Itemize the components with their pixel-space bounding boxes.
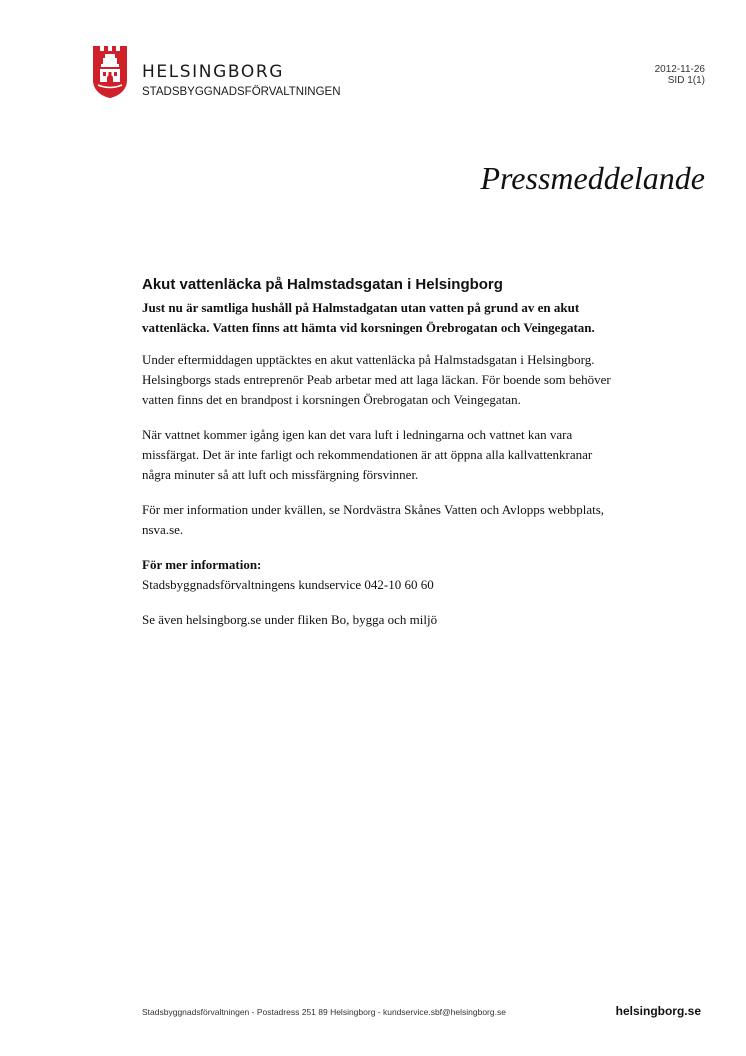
see-also: Se även helsingborg.se under fliken Bo, bygga och miljö bbox=[142, 612, 438, 627]
article-lead: Just nu är samtliga hushåll på Halmstadgatan utan vatten på grund av en akut vattenläcka. Vatten finns att hämta vid korsningen Örebrogatan och Veingegatan. bbox=[142, 300, 595, 335]
article-headline: Akut vattenläcka på Halmstadsgatan i Helsingborg bbox=[142, 276, 503, 293]
document-meta bbox=[655, 64, 705, 86]
helsingborg-coat-of-arms-icon bbox=[92, 44, 128, 98]
footer-site-link[interactable]: helsingborg.se bbox=[615, 1004, 701, 1018]
contact-phone: Stadsbyggnadsförvaltningens kundservice 042-10 60 60 bbox=[142, 577, 434, 592]
brand-name: HELSINGBORG bbox=[142, 62, 285, 82]
page-number: SID 1(1) bbox=[667, 75, 705, 86]
document-date: 2012-11-26 bbox=[654, 64, 705, 75]
article-paragraph: När vattnet kommer igång igen kan det vara luft i ledningarna och vattnet kan vara missfärgat. Det är inte farligt och rekommendationen är att öppna alla kallvattenkranar några minuter så att luft och missfärgning försvinner. bbox=[142, 427, 593, 482]
document-type: Pressmeddelande bbox=[480, 160, 705, 196]
footer-address: Stadsbyggnadsförvaltningen - Postadress 251 89 Helsingborg - kundservice.sbf@helsingborg.se bbox=[142, 1007, 506, 1017]
contact-heading: För mer information: bbox=[142, 557, 262, 572]
department-name: STADSBYGGNADSFÖRVALTNINGEN bbox=[142, 86, 341, 98]
article-body bbox=[142, 276, 612, 645]
article-paragraph: För mer information under kvällen, se Nordvästra Skånes Vatten och Avlopps webbplats, nsva.se. bbox=[142, 502, 605, 537]
article-paragraph: Under eftermiddagen upptäcktes en akut vattenläcka på Halmstadsgatan i Helsingborg. Helsingborgs stads entreprenör Peab arbetar med att laga läckan. För boende som behöver vatten finns det en brandpost i korsningen Örebrogatan och Veingegatan. bbox=[142, 352, 611, 407]
